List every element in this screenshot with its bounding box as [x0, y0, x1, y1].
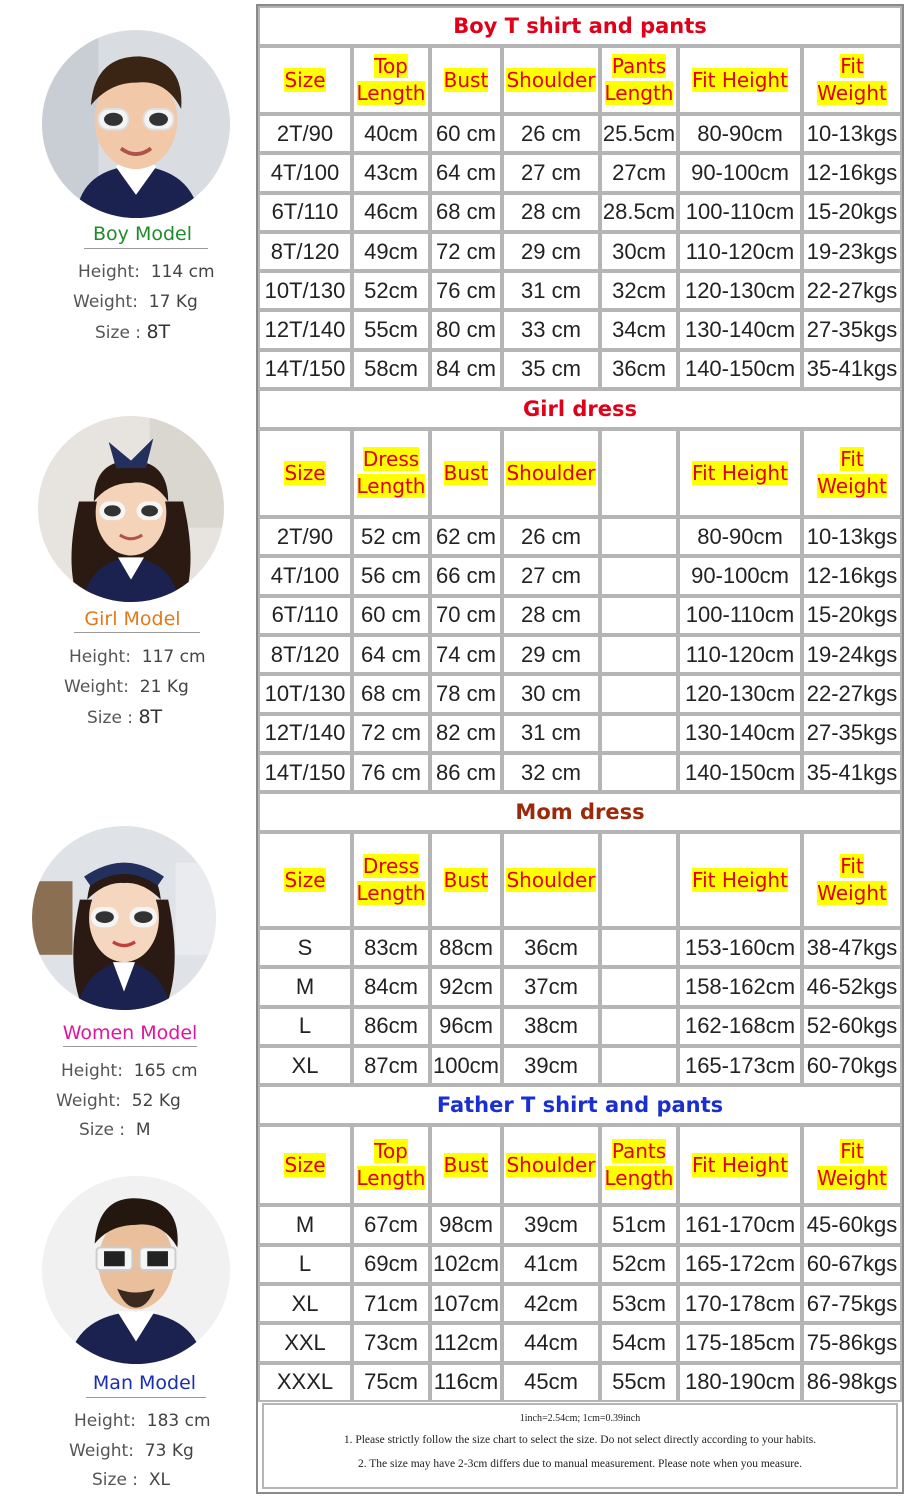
header-pants-length [600, 429, 678, 517]
table-row [258, 517, 902, 556]
cell-size: M [258, 1205, 352, 1244]
cell-pants-length [600, 596, 678, 635]
cell-pants-length: 30cm [600, 232, 678, 271]
cell-length: 64 cm [352, 635, 430, 674]
cell-fit-height: 100-110cm [678, 193, 802, 232]
man-model-name: Man Model [92, 1372, 197, 1394]
cell-bust: 82 cm [430, 714, 502, 753]
cell-bust: 72 cm [430, 232, 502, 271]
cell-length: 75cm [352, 1363, 430, 1402]
cell-fit-height: 90-100cm [678, 153, 802, 192]
cell-bust: 70 cm [430, 596, 502, 635]
cell-fit-height: 80-90cm [678, 517, 802, 556]
cell-fit-weight: 10-13kgs [802, 517, 902, 556]
cell-fit-weight: 60-67kgs [802, 1245, 902, 1284]
cell-shoulder: 37cm [502, 967, 600, 1006]
cell-shoulder: 42cm [502, 1284, 600, 1323]
header-label: Fit [840, 1139, 864, 1164]
header-shoulder [502, 1125, 600, 1205]
table-row [258, 967, 902, 1006]
table-row [258, 1323, 902, 1362]
cell-size: 2T/90 [258, 517, 352, 556]
header-fit-height [678, 429, 802, 517]
cell-pants-length [600, 635, 678, 674]
cell-fit-weight: 15-20kgs [802, 193, 902, 232]
cell-pants-length: 51cm [600, 1205, 678, 1244]
header-bust [430, 832, 502, 928]
cell-size: 6T/110 [258, 193, 352, 232]
women-model-photo [32, 826, 216, 1010]
cell-bust: 98cm [430, 1205, 502, 1244]
cell-fit-weight: 35-41kgs [802, 753, 902, 792]
header-bust [430, 46, 502, 114]
cell-shoulder: 36cm [502, 928, 600, 967]
header-label: Size [284, 460, 326, 485]
cell-length: 56 cm [352, 556, 430, 595]
header-label: Pants [611, 54, 667, 78]
cell-length: 72 cm [352, 714, 430, 753]
cell-fit-weight: 19-23kgs [802, 232, 902, 271]
cell-pants-length: 53cm [600, 1284, 678, 1323]
cell-shoulder: 30 cm [502, 674, 600, 713]
header-label: Fit Height [692, 67, 788, 92]
cell-pants-length [600, 714, 678, 753]
man-model-weight: Weight: 73 Kg [69, 1441, 194, 1461]
cell-size: XL [258, 1284, 352, 1323]
header-fit-weight [802, 1125, 902, 1205]
cell-bust: 116cm [430, 1363, 502, 1402]
cell-shoulder: 39cm [502, 1046, 600, 1085]
header-label: Dress [362, 447, 420, 472]
note-line-1: 1. Please strictly follow the size chart to select the size. Do not select directly according to your habits. [343, 1434, 817, 1446]
header-label: Bust [443, 67, 489, 92]
cell-bust: 60 cm [430, 114, 502, 153]
girl-model-photo [38, 416, 224, 602]
cell-size: 8T/120 [258, 232, 352, 271]
header-label: Weight [817, 81, 887, 105]
cell-fit-height: 158-162cm [678, 967, 802, 1006]
cell-length: 69cm [352, 1245, 430, 1284]
header-label: Fit [840, 54, 864, 78]
table-row [258, 596, 902, 635]
table-row [258, 232, 902, 271]
cell-size: XL [258, 1046, 352, 1085]
man-model-divider [86, 1397, 206, 1398]
size-table [258, 6, 902, 1402]
header-fit-weight [802, 46, 902, 114]
cell-fit-height: 161-170cm [678, 1205, 802, 1244]
cell-fit-height: 140-150cm [678, 350, 802, 389]
cell-pants-length [600, 1007, 678, 1046]
header-fit-height [678, 832, 802, 928]
cell-shoulder: 26 cm [502, 517, 600, 556]
cell-fit-weight: 15-20kgs [802, 596, 902, 635]
header-bust [430, 429, 502, 517]
cell-shoulder: 45cm [502, 1363, 600, 1402]
cell-shoulder: 35 cm [502, 350, 600, 389]
header-bust [430, 1125, 502, 1205]
table-row [258, 1284, 902, 1323]
boy-model-weight: Weight: 17 Kg [73, 292, 198, 312]
cell-bust: 68 cm [430, 193, 502, 232]
cell-fit-height: 80-90cm [678, 114, 802, 153]
man-model-size: Size : XL [92, 1470, 170, 1490]
cell-pants-length [600, 753, 678, 792]
header-label: Length [356, 474, 426, 499]
cell-fit-height: 162-168cm [678, 1007, 802, 1046]
header-label: Length [356, 81, 426, 105]
boy-model-photo [42, 30, 230, 218]
cell-size: XXL [258, 1323, 352, 1362]
cell-fit-weight: 38-47kgs [802, 928, 902, 967]
cell-pants-length [600, 967, 678, 1006]
header-fit-weight [802, 429, 902, 517]
table-row [258, 635, 902, 674]
header-label: Shoulder [506, 867, 596, 892]
header-label: Top [374, 54, 408, 78]
cell-pants-length: 32cm [600, 271, 678, 310]
cell-length: 87cm [352, 1046, 430, 1085]
cell-pants-length [600, 1046, 678, 1085]
man-model-photo [42, 1176, 230, 1364]
cell-fit-weight: 75-86kgs [802, 1323, 902, 1362]
cell-shoulder: 44cm [502, 1323, 600, 1362]
cell-shoulder: 31 cm [502, 271, 600, 310]
cell-bust: 107cm [430, 1284, 502, 1323]
cell-shoulder: 26 cm [502, 114, 600, 153]
table-row [258, 114, 902, 153]
cell-fit-weight: 19-24kgs [802, 635, 902, 674]
cell-fit-height: 140-150cm [678, 753, 802, 792]
cell-fit-height: 120-130cm [678, 271, 802, 310]
cell-fit-weight: 10-13kgs [802, 114, 902, 153]
section-header-row [258, 1125, 902, 1205]
header-size [258, 1125, 352, 1205]
header-label: Size [284, 67, 326, 92]
cell-fit-weight: 22-27kgs [802, 674, 902, 713]
women-model-size: Size : M [79, 1120, 151, 1140]
cell-size: L [258, 1007, 352, 1046]
header-label: Shoulder [506, 1152, 596, 1177]
cell-length: 40cm [352, 114, 430, 153]
girl-model-size: Size : 8T [87, 706, 163, 728]
cell-length: 55cm [352, 310, 430, 349]
cell-size: 6T/110 [258, 596, 352, 635]
boy-model-divider [84, 248, 208, 249]
table-row [258, 556, 902, 595]
cell-length: 52cm [352, 271, 430, 310]
table-row [258, 928, 902, 967]
cell-fit-weight: 35-41kgs [802, 350, 902, 389]
cell-size: M [258, 967, 352, 1006]
cell-size: XXXL [258, 1363, 352, 1402]
cell-shoulder: 27 cm [502, 556, 600, 595]
header-length [352, 429, 430, 517]
header-pants-length [600, 1125, 678, 1205]
size-notes [262, 1403, 898, 1489]
header-label: Size [284, 1152, 326, 1177]
girl-model-height: Height: 117 cm [69, 647, 206, 667]
cell-pants-length: 54cm [600, 1323, 678, 1362]
cell-bust: 62 cm [430, 517, 502, 556]
table-row [258, 674, 902, 713]
cell-shoulder: 28 cm [502, 596, 600, 635]
cell-pants-length: 55cm [600, 1363, 678, 1402]
section-title: Boy T shirt and pants [258, 6, 902, 46]
cell-fit-height: 170-178cm [678, 1284, 802, 1323]
cell-length: 52 cm [352, 517, 430, 556]
section-title-row [258, 389, 902, 429]
header-label: Weight [817, 881, 887, 906]
table-row [258, 1007, 902, 1046]
cell-size: 4T/100 [258, 556, 352, 595]
cell-fit-weight: 46-52kgs [802, 967, 902, 1006]
cell-shoulder: 41cm [502, 1245, 600, 1284]
cell-length: 68 cm [352, 674, 430, 713]
cell-fit-weight: 27-35kgs [802, 714, 902, 753]
cell-length: 60 cm [352, 596, 430, 635]
cell-length: 84cm [352, 967, 430, 1006]
cell-size: 2T/90 [258, 114, 352, 153]
header-label: Size [284, 867, 326, 892]
cell-length: 49cm [352, 232, 430, 271]
cell-length: 58cm [352, 350, 430, 389]
table-row [258, 193, 902, 232]
section-title: Mom dress [258, 792, 902, 832]
cell-pants-length: 25.5cm [600, 114, 678, 153]
women-model-weight: Weight: 52 Kg [56, 1091, 181, 1111]
cell-pants-length [600, 517, 678, 556]
header-size [258, 832, 352, 928]
cell-shoulder: 38cm [502, 1007, 600, 1046]
header-label: Length [356, 1166, 426, 1191]
cell-fit-height: 120-130cm [678, 674, 802, 713]
section-title: Father T shirt and pants [258, 1085, 902, 1125]
man-model-height: Height: 183 cm [74, 1411, 211, 1431]
cell-bust: 88cm [430, 928, 502, 967]
header-pants-length [600, 832, 678, 928]
header-label: Fit Height [692, 867, 788, 892]
cell-fit-height: 165-172cm [678, 1245, 802, 1284]
cell-fit-weight: 45-60kgs [802, 1205, 902, 1244]
header-label: Bust [443, 867, 489, 892]
header-label: Fit [840, 854, 864, 879]
section-title-row [258, 792, 902, 832]
table-row [258, 310, 902, 349]
cell-fit-weight: 67-75kgs [802, 1284, 902, 1323]
table-row [258, 1245, 902, 1284]
cell-fit-height: 175-185cm [678, 1323, 802, 1362]
cell-bust: 102cm [430, 1245, 502, 1284]
header-length [352, 1125, 430, 1205]
header-length [352, 832, 430, 928]
women-model-name: Women Model [62, 1022, 198, 1044]
cell-shoulder: 39cm [502, 1205, 600, 1244]
boy-model-height: Height: 114 cm [78, 262, 215, 282]
cell-shoulder: 29 cm [502, 635, 600, 674]
cell-pants-length: 34cm [600, 310, 678, 349]
model-column [0, 0, 255, 1500]
table-row [258, 714, 902, 753]
header-length [352, 46, 430, 114]
cell-shoulder: 32 cm [502, 753, 600, 792]
header-label: Fit Height [692, 1152, 788, 1177]
section-header-row [258, 46, 902, 114]
cell-fit-height: 180-190cm [678, 1363, 802, 1402]
unit-conversion-note: 1inch=2.54cm; 1cm=0.39inch [519, 1413, 641, 1424]
cell-size: 12T/140 [258, 310, 352, 349]
header-label: Shoulder [506, 67, 596, 92]
girl-model-divider [74, 632, 200, 633]
header-label: Shoulder [506, 460, 596, 485]
header-label: Bust [443, 1152, 489, 1177]
header-label: Fit [840, 447, 864, 472]
cell-bust: 66 cm [430, 556, 502, 595]
header-label: Length [356, 881, 426, 906]
cell-fit-height: 110-120cm [678, 635, 802, 674]
cell-pants-length [600, 556, 678, 595]
cell-size: 14T/150 [258, 753, 352, 792]
cell-bust: 74 cm [430, 635, 502, 674]
size-chart [256, 4, 904, 1494]
cell-size: 10T/130 [258, 271, 352, 310]
table-row [258, 350, 902, 389]
section-header-row [258, 429, 902, 517]
table-row [258, 1363, 902, 1402]
cell-bust: 92cm [430, 967, 502, 1006]
cell-bust: 112cm [430, 1323, 502, 1362]
cell-size: 4T/100 [258, 153, 352, 192]
header-shoulder [502, 46, 600, 114]
cell-fit-height: 110-120cm [678, 232, 802, 271]
cell-shoulder: 28 cm [502, 193, 600, 232]
cell-length: 76 cm [352, 753, 430, 792]
table-row [258, 153, 902, 192]
girl-model-name: Girl Model [84, 608, 181, 630]
header-label: Top [374, 1139, 408, 1164]
cell-bust: 86 cm [430, 753, 502, 792]
note-line-2: 2. The size may have 2-3cm differs due to manual measurement. Please note when you measure. [357, 1458, 803, 1470]
cell-bust: 84 cm [430, 350, 502, 389]
cell-length: 46cm [352, 193, 430, 232]
cell-length: 83cm [352, 928, 430, 967]
header-label: Weight [817, 1166, 887, 1191]
cell-fit-height: 165-173cm [678, 1046, 802, 1085]
girl-model-weight: Weight: 21 Kg [64, 677, 189, 697]
cell-length: 73cm [352, 1323, 430, 1362]
cell-pants-length [600, 674, 678, 713]
cell-fit-weight: 86-98kgs [802, 1363, 902, 1402]
cell-shoulder: 31 cm [502, 714, 600, 753]
cell-fit-weight: 22-27kgs [802, 271, 902, 310]
cell-fit-height: 90-100cm [678, 556, 802, 595]
cell-length: 43cm [352, 153, 430, 192]
header-size [258, 46, 352, 114]
section-title: Girl dress [258, 389, 902, 429]
cell-size: 14T/150 [258, 350, 352, 389]
table-row [258, 271, 902, 310]
boy-model-size: Size : 8T [95, 321, 171, 343]
cell-fit-weight: 52-60kgs [802, 1007, 902, 1046]
cell-size: 8T/120 [258, 635, 352, 674]
section-header-row [258, 832, 902, 928]
cell-fit-height: 153-160cm [678, 928, 802, 967]
cell-size: 10T/130 [258, 674, 352, 713]
section-title-row [258, 6, 902, 46]
cell-pants-length [600, 928, 678, 967]
cell-pants-length: 52cm [600, 1245, 678, 1284]
header-label: Pants [611, 1139, 667, 1164]
cell-bust: 80 cm [430, 310, 502, 349]
cell-pants-length: 36cm [600, 350, 678, 389]
cell-bust: 96cm [430, 1007, 502, 1046]
header-size [258, 429, 352, 517]
section-title-row [258, 1085, 902, 1125]
cell-bust: 76 cm [430, 271, 502, 310]
header-label: Fit Height [692, 460, 788, 485]
cell-fit-weight: 27-35kgs [802, 310, 902, 349]
cell-fit-weight: 12-16kgs [802, 556, 902, 595]
cell-shoulder: 33 cm [502, 310, 600, 349]
cell-size: S [258, 928, 352, 967]
cell-bust: 78 cm [430, 674, 502, 713]
header-label: Weight [817, 474, 887, 499]
cell-fit-height: 130-140cm [678, 714, 802, 753]
cell-size: 12T/140 [258, 714, 352, 753]
header-shoulder [502, 832, 600, 928]
header-label: Dress [362, 854, 420, 879]
boy-model-name: Boy Model [93, 223, 192, 245]
cell-length: 67cm [352, 1205, 430, 1244]
cell-fit-weight: 12-16kgs [802, 153, 902, 192]
cell-shoulder: 29 cm [502, 232, 600, 271]
cell-length: 71cm [352, 1284, 430, 1323]
women-model-height: Height: 165 cm [61, 1061, 198, 1081]
table-row [258, 1046, 902, 1085]
header-label: Length [604, 81, 674, 105]
women-model-divider [63, 1046, 197, 1047]
table-row [258, 1205, 902, 1244]
cell-fit-height: 100-110cm [678, 596, 802, 635]
cell-shoulder: 27 cm [502, 153, 600, 192]
cell-pants-length: 27cm [600, 153, 678, 192]
cell-size: L [258, 1245, 352, 1284]
header-pants-length [600, 46, 678, 114]
cell-bust: 64 cm [430, 153, 502, 192]
cell-pants-length: 28.5cm [600, 193, 678, 232]
cell-fit-weight: 60-70kgs [802, 1046, 902, 1085]
header-shoulder [502, 429, 600, 517]
cell-length: 86cm [352, 1007, 430, 1046]
header-fit-height [678, 46, 802, 114]
header-label: Bust [443, 460, 489, 485]
cell-bust: 100cm [430, 1046, 502, 1085]
header-fit-weight [802, 832, 902, 928]
header-fit-height [678, 1125, 802, 1205]
header-label: Length [604, 1166, 674, 1191]
cell-fit-height: 130-140cm [678, 310, 802, 349]
table-row [258, 753, 902, 792]
